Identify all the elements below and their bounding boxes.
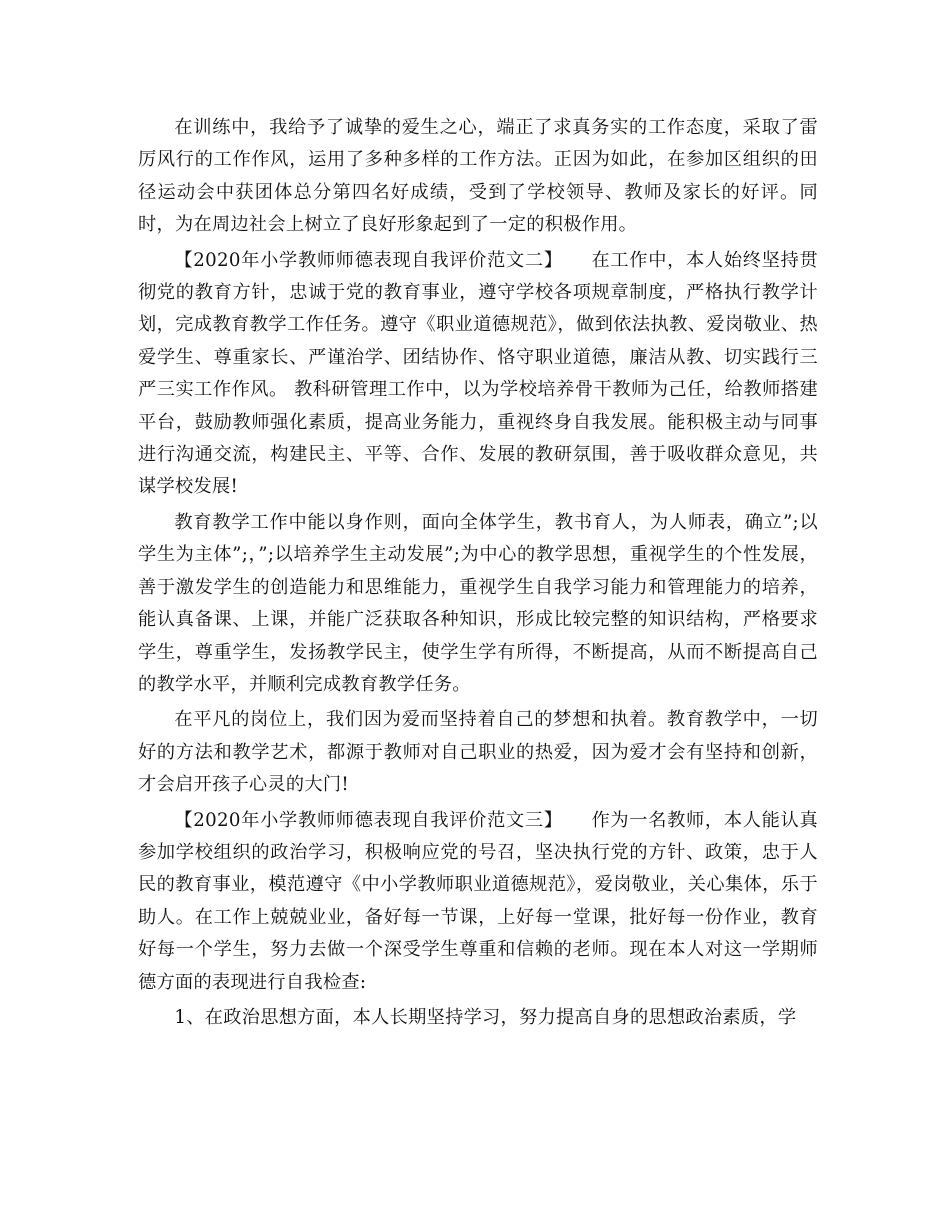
paragraph-sample-two: 【2020年小学教师师德表现自我评价范文二】 在工作中，本人始终坚持贯彻党的教育方针，忠诚于党的教育事业，遵守学校各项规章制度，严格执行教学计划，完成教育教学工作任务。遵守《职业道德规范》，做到依法执教、爱岗敬业、热爱学生、尊重家长、严谨治学、团结协作、恪守职业道德，廉洁从教、切实践行三严三实工作作风。 教科研管理工作中，以为学校培养骨干教师为己任，给教师搭建平台，鼓励教师强化素质，提高业务能力，重视终身自我发展。能积极主动与同事进行沟通交流，构建民主、平等、合作、发展的教研氛围，善于吸收群众意见，共谋学校发展! [138,249,818,498]
paragraph-training: 在训练中，我给予了诚挚的爱生之心，端正了求真务实的工作态度，采取了雷厉风行的工作作风，运用了多种多样的工作方法。正因为如此，在参加区组织的田径运动会中获团体总分第四名好成绩，受到了学校领导、教师及家长的好评。同时，为在周边社会上树立了良好形象起到了一定的积极作用。 [138,117,818,236]
document-body [138,112,818,1037]
paragraph-political-thought: 1、在政治思想方面，本人长期坚持学习，努力提高自身的思想政治素质，学 [174,1006,797,1028]
paragraph-ordinary-post: 在平凡的岗位上，我们因为爱而坚持着自己的梦想和执着。教育教学中，一切好的方法和教学艺术，都源于教师对自己职业的热爱，因为爱才会有坚持和创新，才会启开孩子心灵的大门! [138,709,818,796]
paragraph-teaching-work: 教育教学工作中能以身作则，面向全体学生，教书育人，为人师表，确立”;以学生为主体”;，”;以培养学生主动发展”;为中心的教学思想，重视学生的个性发展，善于激发学生的创造能力和思维能力，重视学生自我学习能力和管理能力的培养，能认真备课、上课，并能广泛获取各种知识，形成比较完整的知识结构，严格要求学生，尊重学生，发扬教学民主，使学生学有所得，不断提高，从而不断提高自己的教学水平，并顺利完成教育教学任务。 [138,511,818,695]
paragraph-sample-three: 【2020年小学教师师德表现自我评价范文三】 作为一名教师，本人能认真参加学校组织的政治学习，积极响应党的号召，坚决执行党的方针、政策，忠于人民的教育事业，模范遵守《中小学教师职业道德规范》，爱岗敬业，关心集体，乐于助人。在工作上兢兢业业，备好每一节课，上好每一堂课，批好每一份作业，教育好每一个学生，努力去做一个深受学生尊重和信赖的老师。现在本人对这一学期师德方面的表现进行自我检查: [138,809,818,993]
